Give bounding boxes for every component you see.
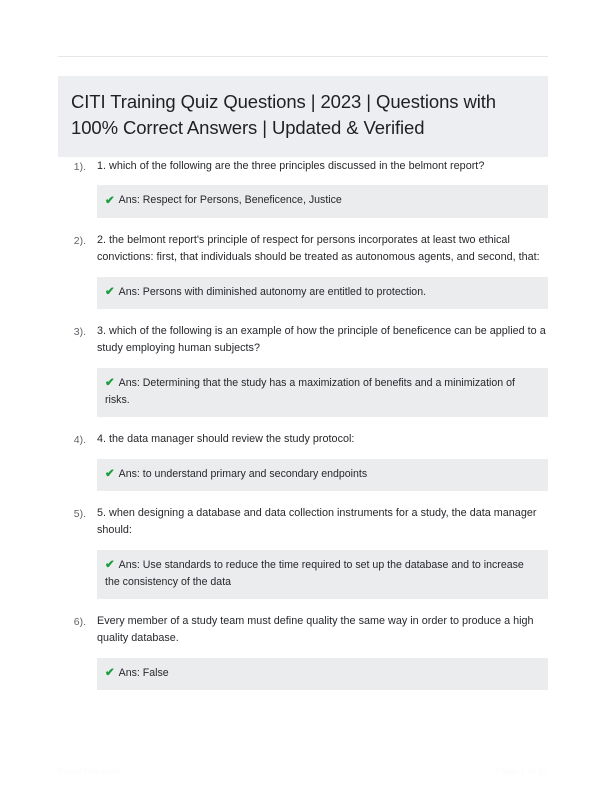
check-icon: ✔	[105, 286, 115, 299]
check-icon: ✔	[105, 468, 115, 481]
question-answer-item	[0, 613, 606, 690]
question-answer-item	[0, 505, 606, 599]
answer-text: Ans: Use standards to reduce the time required to set up the database and to increase the consistency of the data	[105, 558, 524, 588]
header-divider	[58, 56, 548, 57]
answer-box	[97, 459, 548, 491]
answer-text: Ans: Respect for Persons, Beneficence, Justice	[118, 194, 342, 207]
question-text: 5. when designing a database and data collection instruments for a study, the data manager should:	[97, 506, 537, 537]
page-title: CITI Training Quiz Questions | 2023 | Questions with 100% Correct Answers | Updated & Verified	[58, 76, 548, 157]
answer-text: Ans: Determining that the study has a maximization of benefits and a minimization of risks.	[105, 376, 515, 406]
question-answer-item	[0, 431, 606, 491]
answer-box	[97, 368, 548, 417]
question-text: Every member of a study team must define quality the same way in order to produce a high quality database.	[97, 614, 534, 645]
answer-text: Ans: Persons with diminished autonomy are entitled to protection.	[118, 285, 427, 298]
question-text: 1. which of the following are the three principles discussed in the belmont report?	[97, 160, 485, 172]
item-number: 6).	[73, 615, 86, 628]
question-text: 2. the belmont report's principle of respect for persons incorporates at least two ethical convictions: first, that individuals should be treated as autonomous agents, and second, that:	[97, 233, 540, 264]
answer-box	[97, 550, 548, 599]
item-number: 3).	[73, 325, 86, 338]
question-text: 3. which of the following is an example of how the principle of beneficence can be applied to a study employing human subjects?	[97, 324, 546, 355]
answer-box	[97, 185, 548, 217]
page-footer	[58, 766, 548, 786]
item-number: 1).	[73, 161, 86, 173]
check-icon: ✔	[105, 667, 115, 680]
answer-box	[97, 658, 548, 690]
question-answer-item	[0, 232, 606, 309]
question-answer-item	[0, 323, 606, 417]
question-answer-item	[0, 158, 606, 218]
answer-box	[97, 277, 548, 309]
check-icon: ✔	[105, 194, 115, 207]
item-number: 4).	[73, 434, 86, 447]
question-text: 4. the data manager should review the study protocol:	[97, 433, 355, 446]
item-number: 5).	[73, 507, 86, 520]
check-icon: ✔	[105, 377, 115, 390]
footer-watermark: PaperTitle.com	[58, 766, 120, 776]
answer-text: Ans: False	[118, 666, 169, 679]
answer-text: Ans: to understand primary and secondary endpoints	[118, 467, 368, 480]
footer-page-number: Page 1 of 10	[495, 766, 548, 776]
question-answer-list	[0, 158, 606, 704]
check-icon: ✔	[105, 559, 115, 572]
item-number: 2).	[73, 234, 86, 247]
